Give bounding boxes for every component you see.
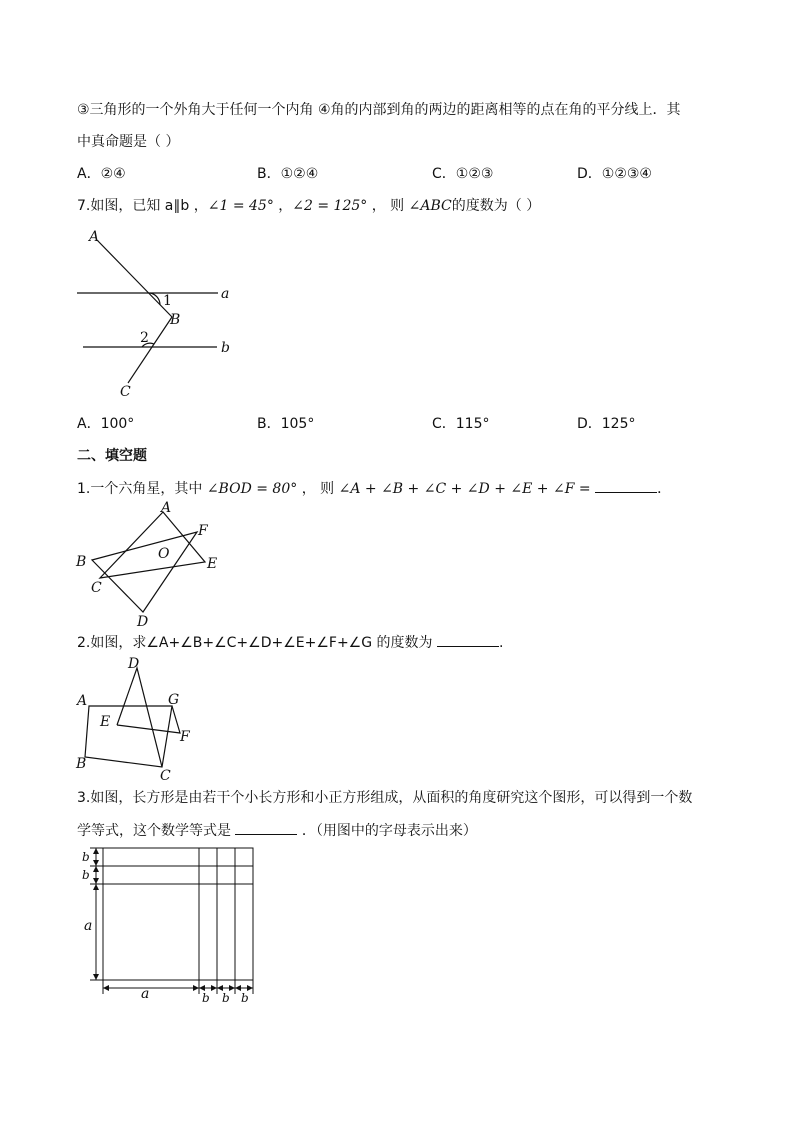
q6-option-a[interactable]: A．②④ — [77, 166, 126, 182]
f1-label-B: B — [76, 554, 87, 570]
f2-suffix: . — [498, 635, 504, 651]
f3-line2-prefix: 学等式，这个数学等式是 — [77, 823, 231, 839]
f3-line2-suffix: ．（用图中的字母表示出来） — [301, 823, 477, 839]
section-title: 二、填空题 — [77, 448, 147, 464]
q7-prefix: 7.如图，已知 a∥b ， — [77, 198, 208, 214]
f1-expression: ∠A + ∠B + ∠C + ∠D + ∠E + ∠F = — [338, 481, 591, 497]
f2-label-G: G — [168, 692, 180, 708]
q6-option-d[interactable]: D．①②③④ — [577, 166, 652, 182]
q7-target-angle: ∠ABC — [408, 198, 452, 214]
q7-label-1: 1 — [163, 293, 172, 309]
f3-label-b-bottom3: b — [241, 991, 249, 1005]
f1-label-D: D — [137, 614, 149, 630]
f3-label-a-bottom: a — [141, 986, 150, 1002]
f1-label-E: E — [207, 556, 218, 572]
f2-label-A: A — [77, 693, 88, 709]
q7-option-a[interactable]: A．100° — [77, 416, 135, 432]
q7-label-2: 2 — [140, 330, 149, 346]
f3-label-b-top2: b — [82, 868, 90, 882]
f1-mid: ， 则 — [297, 481, 339, 497]
q7-label-B: B — [170, 312, 181, 328]
q7-angle2: ∠2 = 125° — [292, 198, 368, 214]
f3-question-line1: 3.如图，长方形是由若干个小长方形和小正方形组成，从面积的角度研究这个图形，可以得到一个数 — [77, 790, 693, 806]
q6-statement-line2: 中真命题是（ ） — [77, 134, 180, 150]
q7-label-b: b — [221, 340, 230, 356]
f2-label-F: F — [180, 729, 190, 745]
f2-prefix: 2.如图，求∠A+∠B+∠C+∠D+∠E+∠F+∠G 的度数为 — [77, 635, 433, 651]
q7-label-A: A — [89, 229, 100, 245]
f2-label-D: D — [128, 656, 140, 672]
f1-suffix: ． — [657, 481, 672, 497]
f2-label-B: B — [76, 756, 87, 772]
q7-label-a: a — [221, 286, 230, 302]
f1-label-F: F — [198, 523, 208, 539]
f3-label-a-left: a — [84, 918, 93, 934]
q7-angle1: ∠1 = 45° — [207, 198, 274, 214]
q7-sep: ， — [273, 198, 293, 214]
f1-label-C: C — [91, 580, 102, 596]
f3-label-b-top1: b — [82, 850, 90, 864]
q6-option-b[interactable]: B．①②④ — [257, 166, 319, 182]
q6-option-c[interactable]: C．①②③ — [432, 166, 494, 182]
f2-label-E: E — [100, 714, 111, 730]
f1-label-O: O — [158, 546, 170, 562]
outer-rectangle — [103, 848, 253, 980]
q7-option-d[interactable]: D．125° — [577, 416, 636, 432]
f3-label-b-bottom2: b — [222, 991, 230, 1005]
f1-prefix: 1.一个六角星，其中 — [77, 481, 207, 497]
q7-option-b[interactable]: B．105° — [257, 416, 315, 432]
f3-label-b-bottom1: b — [202, 991, 210, 1005]
q7-label-C: C — [120, 384, 131, 400]
q7-mid: ， 则 — [367, 198, 409, 214]
q7-option-c[interactable]: C．115° — [432, 416, 490, 432]
f1-label-A: A — [161, 500, 172, 516]
f1-given: ∠BOD = 80° — [206, 481, 298, 497]
q6-statement-line1: ③三角形的一个外角大于任何一个内角 ④角的内部到角的两边的距离相等的点在角的平分线上．其 — [77, 102, 681, 118]
f2-label-C: C — [160, 768, 171, 784]
q7-suffix: 的度数为（ ） — [451, 198, 541, 214]
